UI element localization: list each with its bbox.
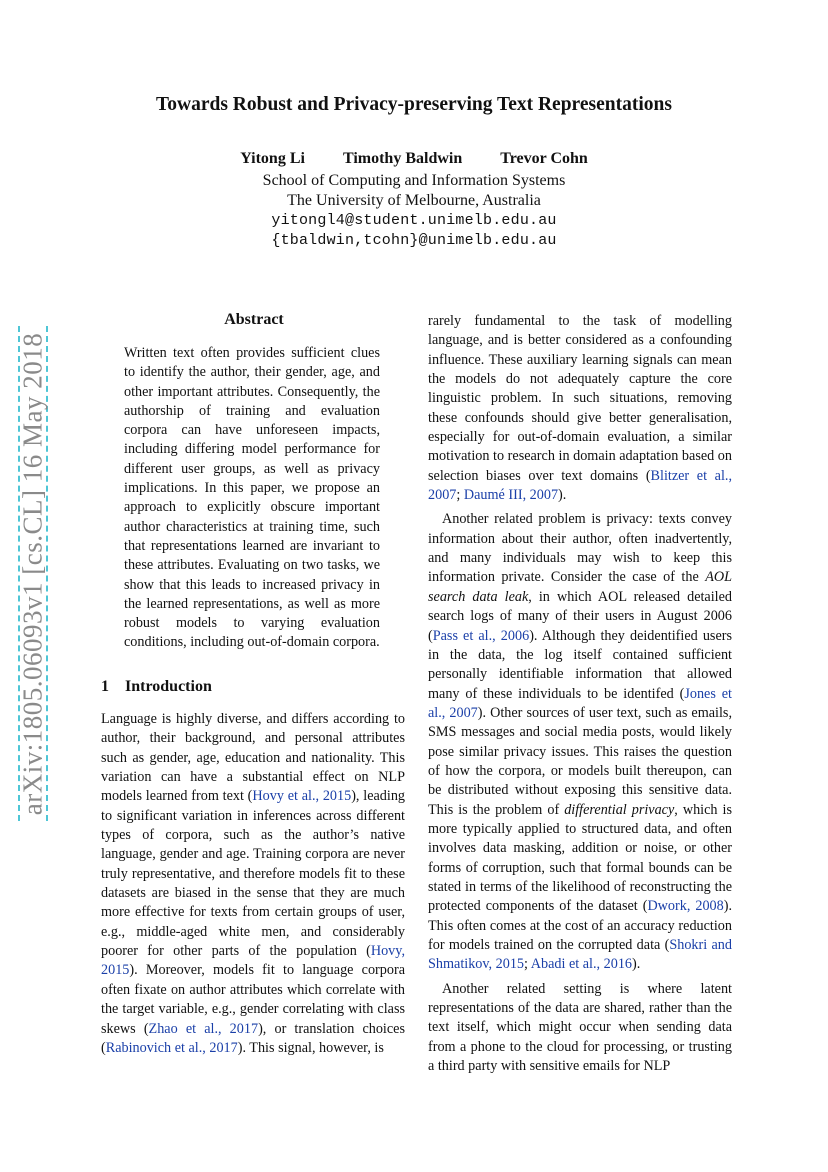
citation-link[interactable]: Pass et al., 2006 xyxy=(432,627,530,644)
intro-paragraph: Another related setting is where latent representations of the data are shared, rather than the text itself, which might occur when sending data from a phone to the cloud for processing, or trusting a third party with sensitive emails for NLP xyxy=(428,980,732,1075)
author-list xyxy=(0,150,828,168)
body-text: Language is highly diverse, and differs according to author, their background, and personal attributes such as gender, age, education and nationality. This variation can have a substantial effect on NLP models learned from text ( xyxy=(101,711,405,805)
emphasis-text: differential privacy xyxy=(564,801,675,818)
citation-link[interactable]: Hovy et al., 2015 xyxy=(252,788,352,805)
author-name: Trevor Cohn xyxy=(500,150,588,167)
section-title: Introduction xyxy=(125,678,212,695)
intro-paragraph xyxy=(101,710,405,1058)
citation-link[interactable]: Dwork, 2008 xyxy=(647,898,724,915)
email-address: yitongl4@student.unimelb.edu.au xyxy=(271,212,557,229)
body-text: ). This signal, however, is xyxy=(237,1039,384,1056)
body-text: , which is more typically applied to structured data, and often involves data masking, addition or noise, or other forms of corruption, such that formal bounds can be stated in terms of the likelihood of reconstructing the protected components of the dataset ( xyxy=(428,801,732,915)
affiliation-block xyxy=(0,171,828,251)
citation-link[interactable]: Zhao et al., 2017 xyxy=(148,1020,259,1037)
author-name: Timothy Baldwin xyxy=(342,150,463,167)
body-text: ), or translation choices ( xyxy=(101,1020,405,1056)
body-text: , in which AOL released detailed search logs of many of their users in August 2006 ( xyxy=(428,588,732,644)
body-text: ). Although they deidentified users in the data, the log itself contained sufficient personally identifiable information that allowed many of these individuals to be identifed ( xyxy=(428,627,732,702)
intro-paragraph xyxy=(428,312,732,505)
email-address: {tbaldwin,tcohn}@unimelb.edu.au xyxy=(271,232,557,249)
paper-title: Towards Robust and Privacy-preserving Text Representations xyxy=(156,94,672,115)
right-column xyxy=(428,312,732,1076)
citation-link[interactable]: Daumé III, 2007 xyxy=(463,487,559,504)
body-text: ). This often comes at the cost of an accuracy reduction for models trained on the corrupted data ( xyxy=(428,898,733,953)
citation-link[interactable]: Abadi et al., 2016 xyxy=(530,956,633,973)
citation-link[interactable]: Hovy, 2015 xyxy=(101,943,405,979)
body-text: ; xyxy=(524,956,531,973)
citation-link[interactable]: Blitzer et al., 2007 xyxy=(428,467,732,504)
author-name: Yitong Li xyxy=(240,150,305,167)
arxiv-stamp xyxy=(18,326,48,821)
citation-link[interactable]: Jones et al., 2007 xyxy=(428,685,732,721)
body-text: ; xyxy=(456,487,464,504)
affiliation-school: School of Computing and Information Systems xyxy=(262,172,566,189)
emphasis-text: AOL search data leak xyxy=(428,569,732,605)
section-number: 1 xyxy=(101,678,109,695)
section-heading xyxy=(101,678,212,696)
body-text: ), leading to significant variation in inferences across different types of corpora, such as the author’s native language, gender and age. Training corpora are never truly representative, and therefore models fit to these datasets are biased in the sense that they are much more effective for texts from certain groups of user, e.g., middle-aged white men, and considerably poorer for other parts of the population ( xyxy=(101,788,406,960)
body-text: ). xyxy=(558,487,567,504)
body-text: Another related problem is privacy: texts convey information about their author, often inadvertently, and many individuals may wish to keep this information private. Consider the case of the xyxy=(428,511,732,586)
body-text: rarely fundamental to the task of modelling language, and is better considered as a confounding influence. These auxiliary learning signals can mean the models do not adequately capture the core linguistic problem. In such situations, removing these confounds should give better generalisation, especially for out-of-domain evaluation, a similar motivation to research in domain adaptation based on selection biases over text domains ( xyxy=(428,313,732,484)
arxiv-stamp-text: arXiv:1805.06093v1 [cs.CL] 16 May 2018 xyxy=(17,332,48,815)
citation-link[interactable]: Rabinovich et al., 2017 xyxy=(105,1039,238,1056)
body-text: ). Moreover, models fit to language corpora often fixate on author attributes which correlate with the target variable, e.g., gender correlating with class skews ( xyxy=(101,962,405,1037)
intro-paragraph xyxy=(428,510,732,974)
body-text: ). xyxy=(632,956,641,973)
abstract-heading: Abstract xyxy=(224,311,284,328)
body-text: ). Other sources of user text, such as emails, SMS messages and social media posts, would likely pose similar privacy issues. This raises the question of how the corpora, or models built thereupon, can be distributed without exposing this sensitive data. This is the problem of xyxy=(428,704,732,818)
citation-link[interactable]: Shokri and Shmatikov, 2015 xyxy=(428,937,732,973)
affiliation-university: The University of Melbourne, Australia xyxy=(287,192,541,209)
abstract-text: Written text often provides sufficient clues to identify the author, their gender, age, and other important attributes. Consequently, the authorship of training and evaluation corpora can have unforeseen impacts, including differing model performance for different user groups, as well as privacy implications. In this paper, we propose an approach to explicitly obscure important author characteristics at training time, such that representations learned are invariant to these attributes. Evaluating on two tasks, we show that this leads to increased privacy in the learned representations, as well as more robust models to varying evaluation conditions, including out-of-domain corpora. xyxy=(124,345,380,651)
